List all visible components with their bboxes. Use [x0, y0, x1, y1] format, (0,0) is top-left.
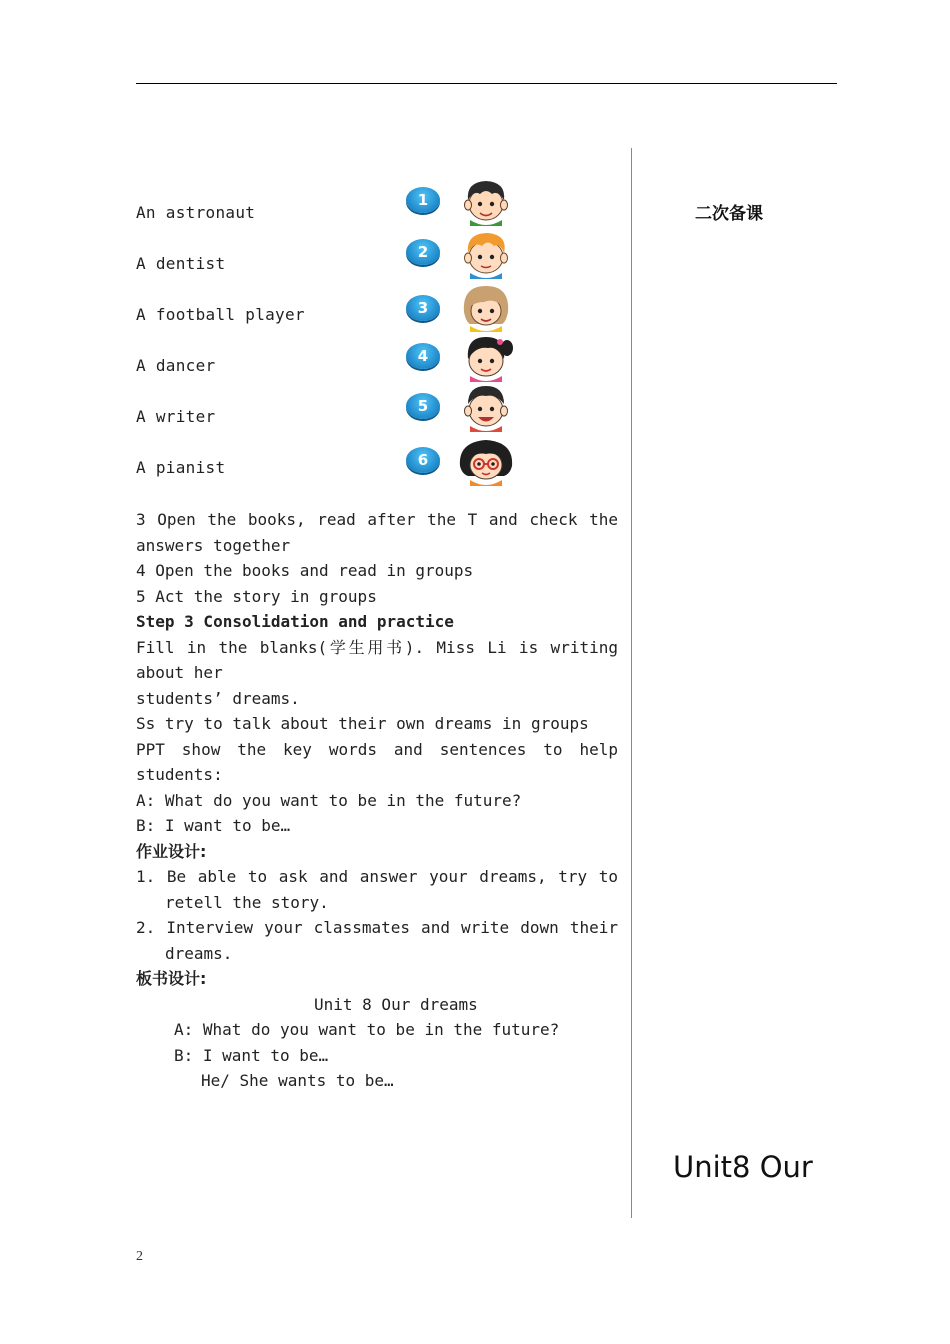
homework-item-2-line-1: 2. Interview your classmates and write down their: [136, 918, 618, 937]
second-preparation-title: 二次备课: [695, 204, 763, 224]
homework-item-2-line-2: dreams.: [165, 943, 233, 963]
number-badge-5: 5: [406, 393, 440, 419]
fill-blanks-line-2: about her: [136, 663, 223, 682]
fill-blanks-line-3: students’ dreams.: [136, 688, 300, 708]
board-line-c: He/ She wants to be…: [201, 1071, 394, 1090]
step-3-line-2: answers together: [136, 535, 291, 555]
homework-item-1-line-2: retell the story.: [165, 892, 329, 912]
page-number: 2: [136, 1249, 143, 1264]
job-label-dentist: A dentist: [136, 254, 226, 273]
job-label-pianist: A pianist: [136, 458, 226, 477]
girl-pigtails-face-icon: [458, 332, 514, 382]
job-label-football-player: A football player: [136, 305, 305, 324]
fill-blanks-line-1: Fill in the blanks(学生用书). Miss Li is writing: [136, 637, 618, 657]
boy-face-icon: [458, 176, 514, 226]
homework-item-1-line-1: 1. Be able to ask and answer your dreams, try to: [136, 867, 618, 886]
ppt-line-1: PPT show the key words and sentences to help: [136, 739, 618, 759]
number-badge-6: 6: [406, 447, 440, 473]
dialog-a-line: A: What do you want to be in the future?: [136, 790, 522, 810]
boy-orange-hair-face-icon: [458, 229, 514, 279]
board-title: Unit 8 Our dreams: [314, 994, 478, 1014]
number-badge-4: 4: [406, 343, 440, 369]
board-heading: 板书设计:: [136, 969, 207, 988]
board-line-b: B: I want to be…: [174, 1045, 329, 1065]
number-badge-2: 2: [406, 239, 440, 265]
boy-smiling-face-icon: [458, 382, 514, 432]
number-badge-3: 3: [406, 295, 440, 321]
girl-brown-hair-face-icon: [458, 282, 514, 332]
ss-talk-line: Ss try to talk about their own dreams in groups: [136, 714, 589, 733]
girl-glasses-face-icon: [458, 436, 514, 486]
step-5-line: 5 Act the story in groups: [136, 586, 377, 606]
column-divider: [631, 148, 632, 1218]
sidebar-unit-text: Unit8 Our: [673, 1150, 813, 1184]
ppt-line-2: students:: [136, 765, 223, 784]
step-3-heading: Step 3 Consolidation and practice: [136, 612, 454, 631]
header-rule: [136, 83, 837, 84]
dialog-b-line: B: I want to be…: [136, 816, 291, 835]
number-badge-1: 1: [406, 187, 440, 213]
homework-heading: 作业设计:: [136, 841, 207, 861]
lesson-text: [136, 507, 618, 1094]
step-4-line: 4 Open the books and read in groups: [136, 561, 474, 580]
job-label-astronaut: An astronaut: [136, 203, 256, 222]
job-label-writer: A writer: [136, 407, 216, 426]
step-3-line-1: 3 Open the books, read after the T and check the: [136, 510, 618, 529]
job-label-dancer: A dancer: [136, 356, 216, 375]
board-line-a: A: What do you want to be in the future?: [174, 1020, 560, 1039]
